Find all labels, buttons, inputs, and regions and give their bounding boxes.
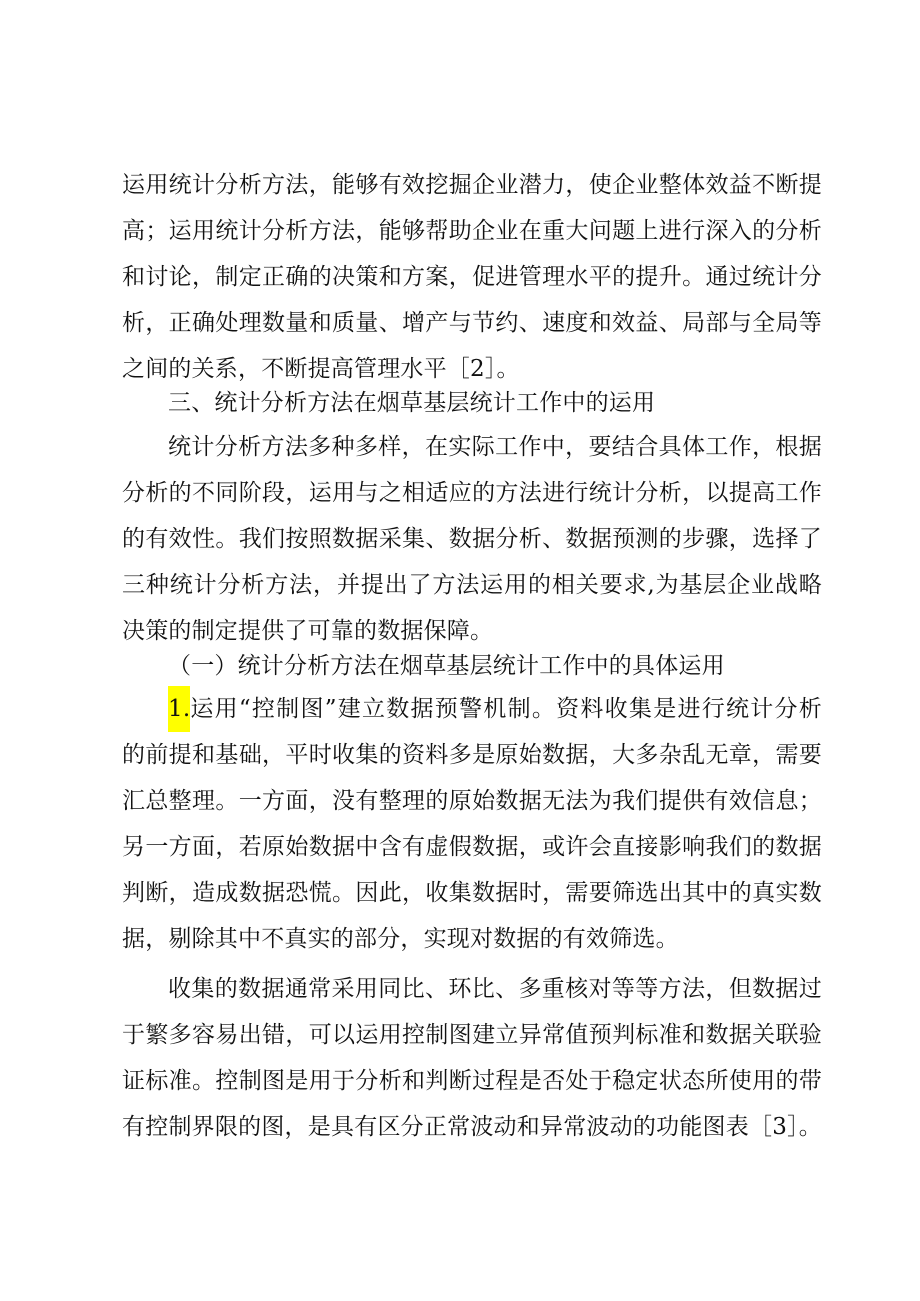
paragraph-line: 另一方面，若原始数据中含有虚假数据，或许会直接影响我们的数据 <box>122 834 822 860</box>
paragraph-line: 收集的数据通常采用同比、环比、多重核对等等方法，但数据过 <box>168 976 822 1002</box>
paragraph-line: 分析的不同阶段，运用与之相适应的方法进行统计分析，以提高工作 <box>122 480 822 506</box>
subsection-heading: （一）统计分析方法在烟草基层统计工作中的具体运用 <box>168 653 725 679</box>
paragraph-line: 的有效性。我们按照数据采集、数据分析、数据预测的步骤，选择了 <box>122 526 822 552</box>
paragraph-line: 析，正确处理数量和质量、增产与节约、速度和效益、局部与全局等 <box>122 310 822 336</box>
paragraph-line: 据，剔除其中不真实的部分，实现对数据的有效筛选。 <box>122 926 679 952</box>
paragraph-line-numbered <box>168 686 822 732</box>
paragraph-line: 证标准。控制图是用于分析和判断过程是否处于稳定状态所使用的带 <box>122 1068 822 1094</box>
paragraph-line: 统计分析方法多种多样，在实际工作中，要结合具体工作，根据 <box>168 434 822 460</box>
paragraph-line: 有控制界限的图，是具有区分正常波动和异常波动的功能图表［3］。 <box>122 1114 822 1140</box>
paragraph-line: 和讨论，制定正确的决策和方案，促进管理水平的提升。通过统计分 <box>122 264 822 290</box>
section-heading: 三、统计分析方法在烟草基层统计工作中的运用 <box>168 390 656 416</box>
paragraph-line: 高；运用统计分析方法，能够帮助企业在重大问题上进行深入的分析 <box>122 218 822 244</box>
paragraph-line: 判断，造成数据恐慌。因此，收集数据时，需要筛选出其中的真实数 <box>122 880 822 906</box>
highlighted-number: 1. <box>168 686 190 732</box>
paragraph-line: 于繁多容易出错，可以运用控制图建立异常值预判标准和数据关联验 <box>122 1022 822 1048</box>
paragraph-line: 之间的关系，不断提高管理水平［2］。 <box>122 356 520 382</box>
numbered-item-text: 运用“控制图”建立数据预警机制。资料收集是进行统计分析 <box>190 696 822 722</box>
paragraph-line: 三种统计分析方法，并提出了方法运用的相关要求,为基层企业战略 <box>122 572 822 598</box>
paragraph-line: 决策的制定提供了可靠的数据保障。 <box>122 618 494 644</box>
paragraph-line: 运用统计分析方法，能够有效挖掘企业潜力，使企业整体效益不断提 <box>122 172 822 198</box>
paragraph-line: 的前提和基础，平时收集的资料多是原始数据，大多杂乱无章，需要 <box>122 742 822 768</box>
paragraph-line: 汇总整理。一方面，没有整理的原始数据无法为我们提供有效信息； <box>122 788 822 814</box>
